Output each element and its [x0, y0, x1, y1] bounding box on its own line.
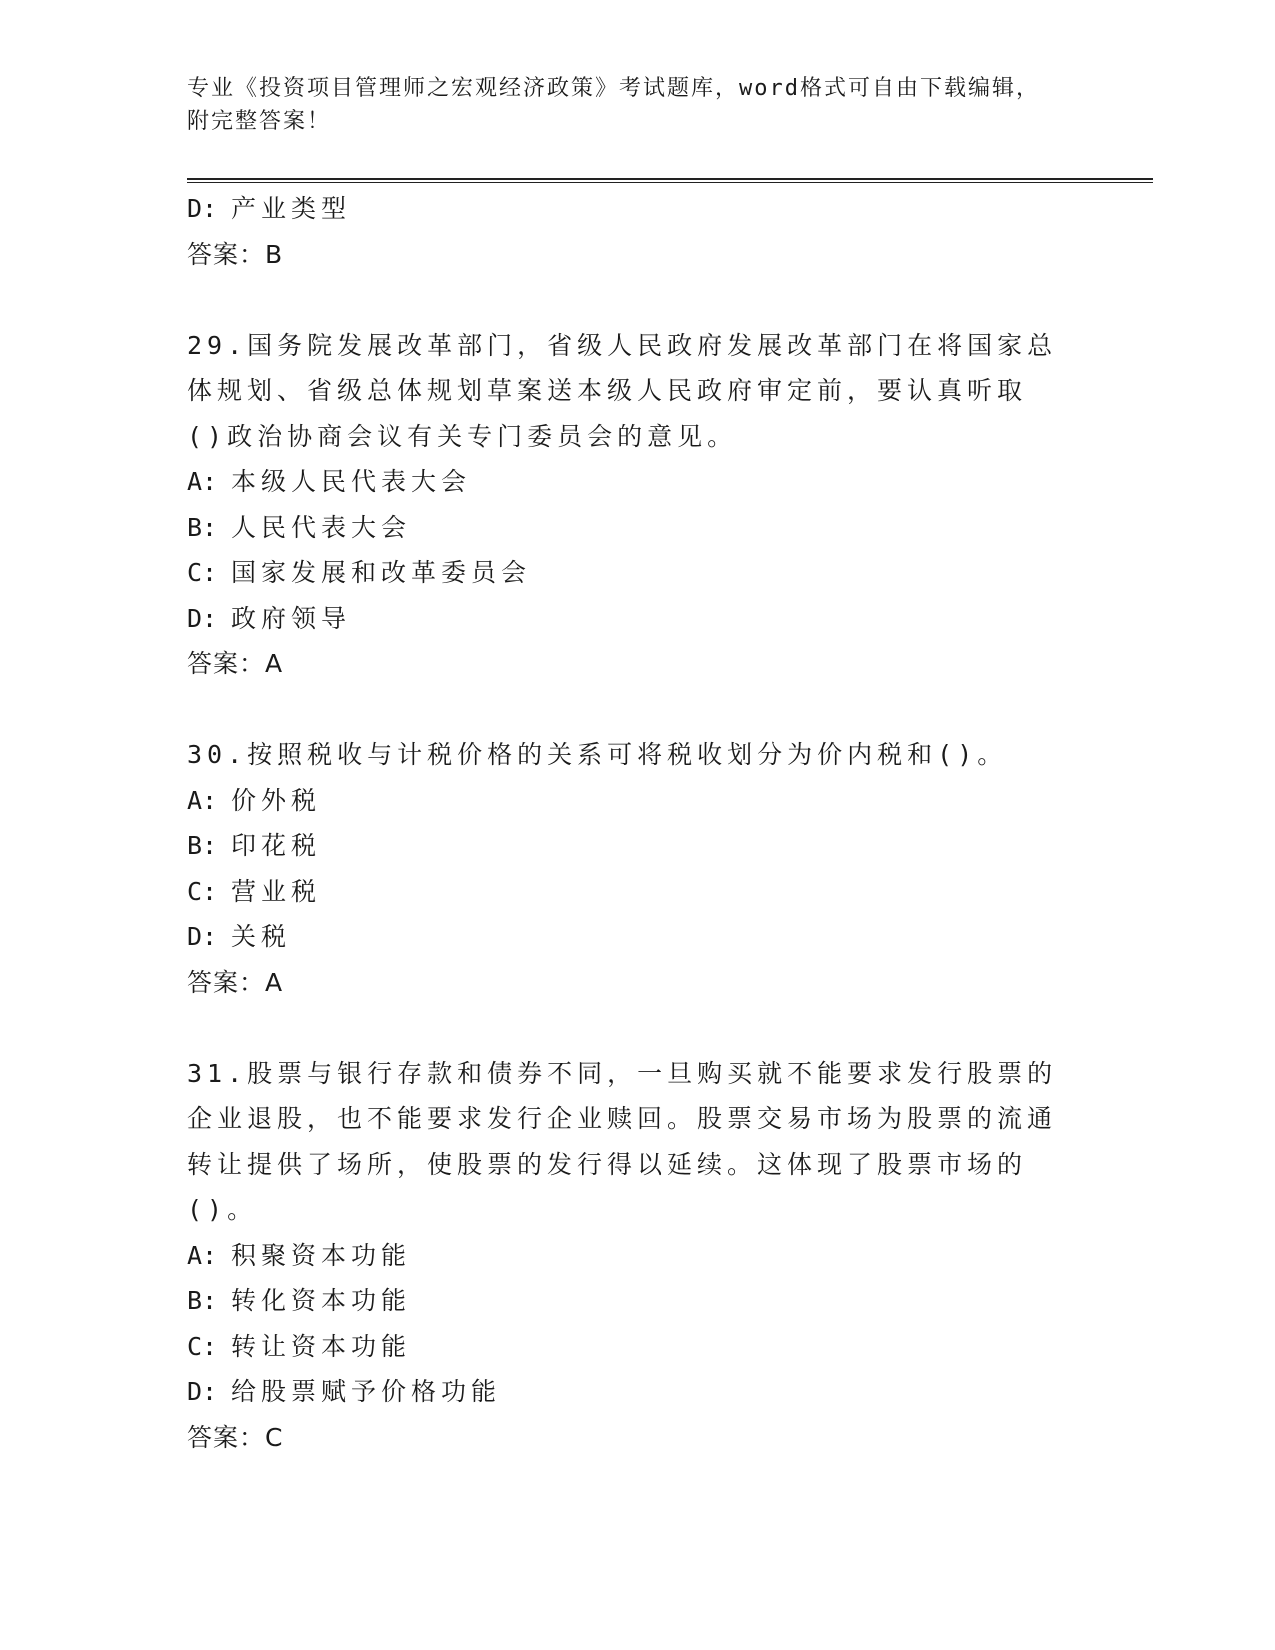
option-text: 本级人民代表大会	[231, 467, 472, 496]
option-a	[187, 459, 1087, 505]
header-line-2: 附完整答案！	[187, 109, 332, 134]
option-text: 印花税	[231, 831, 322, 860]
option-d	[187, 186, 1087, 232]
option-b	[187, 505, 1087, 551]
option-a	[187, 778, 1087, 824]
answer: 答案：C	[187, 1422, 284, 1452]
option-c	[187, 869, 1087, 915]
option-key: C:	[187, 558, 218, 587]
option-b	[187, 1278, 1087, 1324]
option-key: A:	[187, 785, 218, 815]
option-d	[187, 596, 1087, 642]
option-key: A:	[187, 1240, 218, 1270]
option-key: A:	[187, 467, 218, 496]
option-text: 转让资本功能	[231, 1331, 412, 1361]
header-line-1: 专业《投资项目管理师之宏观经济政策》考试题库，word格式可自由下载编辑，	[187, 76, 1040, 101]
option-text: 国家发展和改革委员会	[231, 558, 532, 587]
page-header	[187, 72, 1067, 138]
option-key: D:	[187, 194, 218, 223]
option-key: C:	[187, 1331, 218, 1361]
option-key: B:	[187, 1286, 218, 1315]
option-d	[187, 1369, 1087, 1415]
option-d	[187, 914, 1087, 960]
answer: 答案：A	[187, 967, 284, 997]
option-text: 给股票赋予价格功能	[231, 1377, 502, 1406]
option-text: 关税	[231, 922, 292, 951]
option-text: 转化资本功能	[231, 1286, 412, 1315]
option-c	[187, 1324, 1087, 1370]
option-key: B:	[187, 512, 218, 542]
answer: 答案：B	[187, 239, 284, 269]
option-text: 人民代表大会	[231, 512, 412, 542]
option-c	[187, 550, 1087, 596]
question-content	[187, 186, 1087, 1460]
option-key: B:	[187, 831, 218, 860]
answer: 答案：A	[187, 649, 284, 678]
option-key: D:	[187, 922, 218, 951]
question-stem: 29.国务院发展改革部门，省级人民政府发展改革部门在将国家总体规划、省级总体规划草案送本级人民政府审定前，要认真听取()政治协商会议有关专门委员会的意见。	[187, 330, 1058, 451]
question-30	[187, 732, 1087, 1005]
question-stem: 31.股票与银行存款和债券不同，一旦购买就不能要求发行股票的企业退股，也不能要求发行企业赎回。股票交易市场为股票的流通转让提供了场所，使股票的发行得以延续。这体现了股票市场的()。	[187, 1058, 1058, 1224]
option-text: 营业税	[231, 876, 322, 906]
header-divider	[187, 178, 1153, 183]
option-text: 产业类型	[231, 194, 352, 223]
option-key: D:	[187, 1377, 218, 1406]
option-text: 价外税	[231, 785, 322, 815]
option-key: D:	[187, 603, 218, 633]
option-b	[187, 823, 1087, 869]
option-key: C:	[187, 876, 218, 906]
question-stem: 30.按照税收与计税价格的关系可将税收划分为价内税和()。	[187, 740, 1008, 769]
option-text: 政府领导	[231, 603, 352, 633]
question-29	[187, 323, 1087, 687]
question-31	[187, 1051, 1087, 1461]
option-text: 积聚资本功能	[231, 1240, 412, 1270]
option-a	[187, 1233, 1087, 1279]
